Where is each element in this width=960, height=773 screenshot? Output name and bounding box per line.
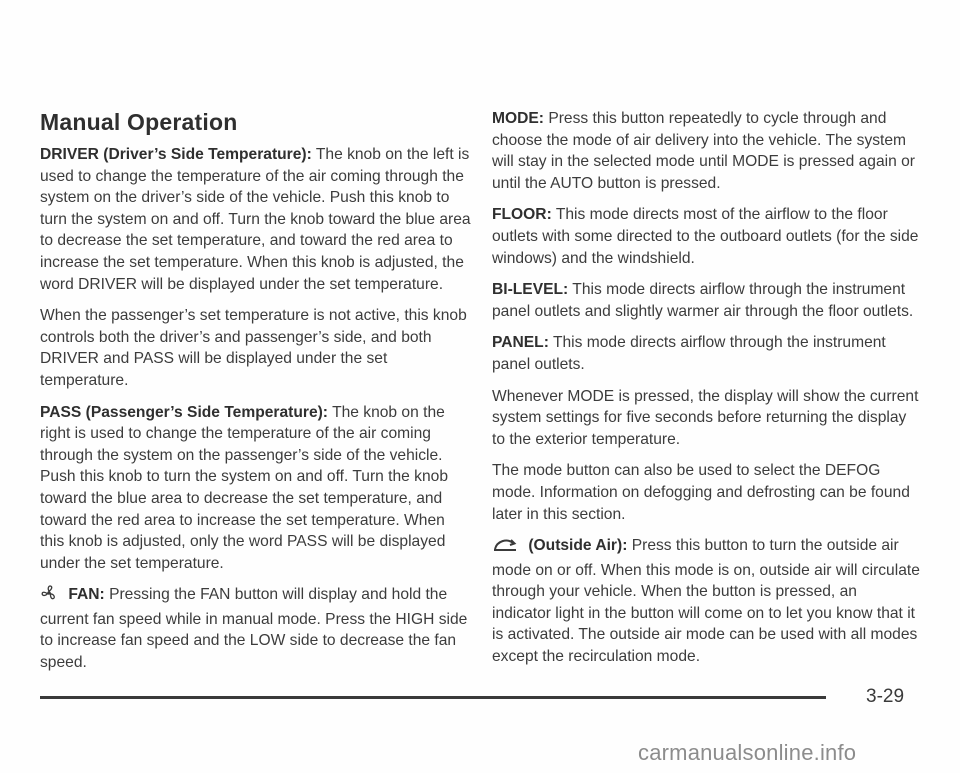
bilevel-text: This mode directs airflow through the instrument panel outlets and slightly warmer air through the floor outlets. [492,281,914,320]
panel-text: This mode directs airflow through the instrument panel outlets. [492,334,886,373]
fan-icon [40,584,58,609]
mode-text: Press this button repeatedly to cycle through and choose the mode of air delivery into the vehicle. The system will stay in the selected mode until MODE is pressed again or until the AUTO button is pressed. [492,110,915,192]
fan-text: Pressing the FAN button will display and hold the current fan speed while in manual mode. Press the HIGH side to increase fan speed and the LOW side to decrease the fan speed. [40,586,468,672]
mode-term: MODE: [492,110,544,127]
floor-term: FLOOR: [492,206,552,224]
footer-rule [40,696,826,699]
driver-term: DRIVER (Driver’s Side Temperature): [40,146,312,163]
panel-paragraph [492,332,920,375]
fan-paragraph [40,584,472,673]
fan-term: FAN: [68,586,105,604]
driver-text: The knob on the left is used to change the temperature of the air coming through the system on the driver’s side of the vehicle. Push this knob to turn the system on and off. Turn the knob toward the blue area to decrease the set temperature, and toward the red area to increase the set temperature. When this knob is adjusted, the word DRIVER will be displayed under the set temperature. [40,146,471,293]
driver-paragraph [40,144,472,295]
bilevel-paragraph [492,279,920,322]
panel-term: PANEL: [492,334,549,352]
defog-paragraph [492,460,920,525]
floor-text: This mode directs most of the airflow to the floor outlets with some directed to the outboard outlets (for the side windows) and the windshield. [492,206,919,267]
whenever-text: Whenever MODE is pressed, the display will show the current system settings for five seconds before returning the display to the exterior temperature. [492,387,919,448]
not-active-text: When the passenger’s set temperature is not active, this knob controls both the driver’s and passenger’s side, and both DRIVER and PASS will be displayed under the set temperature. [40,307,467,389]
outside-air-text: Press this button to turn the outside air mode on or off. When this mode is on, outside air will circulate through your vehicle. When the button is pressed, an indicator light in the button will come on to let you know that it is activated. The outside air mode can be used with all modes except the recirculation mode. [492,537,920,666]
pass-text: The knob on the right is used to change the temperature of the air coming through the system on the passenger’s side of the vehicle. Push this knob to turn the system on and off. Turn the knob toward the blue area to decrease the set temperature, and toward the red area to increase the set temperature. When this knob is adjusted, only the word PASS will be displayed under the set temperature. [40,403,448,572]
bilevel-term: BI-LEVEL: [492,281,569,299]
pass-term: PASS (Passenger’s Side Temperature): [40,403,329,421]
right-column [492,108,920,678]
floor-paragraph [492,204,920,269]
defog-text: The mode button can also be used to select the DEFOG mode. Information on defogging and defrosting can be found later in this section. [492,462,910,523]
outside-air-paragraph [492,535,920,668]
mode-paragraph [492,108,920,194]
left-column [40,108,472,684]
section-heading: Manual Operation [40,109,238,135]
whenever-paragraph [492,386,920,451]
pass-paragraph [40,402,472,575]
page-number: 3-29 [866,686,905,707]
not-active-paragraph [40,305,472,391]
watermark: carmanualsonline.info [638,740,857,765]
outside-air-icon [492,537,518,560]
outside-air-term: (Outside Air): [528,537,628,555]
